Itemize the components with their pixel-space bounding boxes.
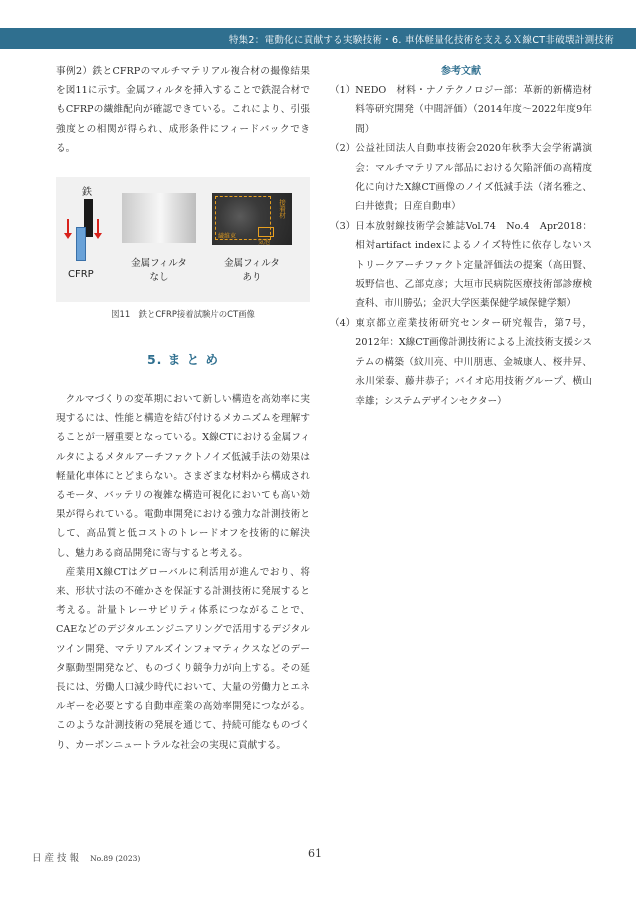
journal-issue: No.89 (2023)	[90, 854, 141, 863]
reference-item	[330, 217, 592, 314]
reference-text: 公益社団法人自動車技術会2020年秋季大会学術講演会：マルチマテリアル部品における欠陥評価の高精度化に向けたX線CT画像のノイズ低減手法（渚名雅之、臼井徳貴；日産自動車）	[355, 143, 592, 213]
reference-item	[330, 81, 592, 139]
label-fiber: 繊維束	[218, 233, 237, 241]
label-no-filter-1: 金属フィルタ	[131, 258, 187, 270]
summary-paragraph-1: クルマづくりの変革期において新しい構造を高効率に実現するには、性能と構造を結び付けるメカニズムを理解することが一層重要となっている。X線CTにおける金属フィルタによるメタルアーチファクトノイズ低減手法の効果は軽量化車体にとどまらない。さまざまな材料から構成されるモータ、バッテリの複雑な構造可視化においても高い効果が得られている。電動車開発における強力な計測技術として、高品質と低コストのトレードオフを技術的に解決し、魅力ある商品開発に寄与すると考える。	[56, 394, 310, 559]
reference-number: （1）	[330, 85, 356, 96]
cfrp-bar	[76, 227, 86, 261]
reference-item	[330, 139, 592, 217]
figure-11	[56, 177, 310, 302]
footer-journal	[32, 850, 140, 864]
right-column	[330, 62, 592, 411]
reference-text: 日本放射線技術学会雑誌Vol.74 No.4 Apr2018：相対artifact indexによるノイズ特性に依存しないストリークアーチファクト定量評価法の提案（高田賢、坂野信也、乙部克彦；大垣市民病院医療技術部診療検査科、市川勝弘；金沢大学医薬保健学域保健学類）	[355, 220, 592, 310]
figure-caption: 図11 鉄とCFRP接着試験片のCT画像	[111, 309, 255, 320]
void-outline	[258, 227, 274, 237]
label-iron: 鉄	[82, 187, 92, 199]
reference-number: （3）	[330, 220, 356, 232]
label-with-filter-1: 金属フィルタ	[224, 258, 280, 270]
journal-name: 日 産 技 報	[32, 853, 80, 864]
section-title: 5. ま と め	[146, 352, 219, 368]
header-title: 特集2：電動化に貢献する実験技術・6. 車体軽量化技術を支えるＸ線CT非破壊計測技術	[228, 35, 614, 46]
arrow-left-head	[64, 233, 72, 239]
left-column	[56, 62, 310, 755]
arrow-right-head	[94, 233, 102, 239]
intro-paragraph: 事例2）鉄とCFRPのマルチマテリアル複合材の撮像結果を図11に示す。金属フィルタを挿入することで鉄混合材でもCFRPの繊維配向が確認できている。これにより、引張強度との相関が得られ、成形条件にフィードバックできる。	[56, 66, 310, 154]
section-body	[56, 390, 310, 755]
label-no-filter-2: なし	[149, 272, 169, 284]
summary-paragraph-2: 産業用X線CTはグローバルに利活用が進んでおり、将来、形状寸法の不確かさを保証する計測技術に発展すると考える。計量トレーサビリティ体系につながることで、CAEなどのデジタルエンジニアリングで活用するデジタルツイン開発、マテリアルズインフォマティクスなどのデータ駆動型開発など、ものづくり競争力が向上する。その延長には、労働人口減少時代において、大量の労働力とエネルギーを必要とする自動車産業の高効率開発につながる。このような計測技術の発展を通じて、持続可能なものづくり、カーボンニュートラルな社会の実現に貢献する。	[56, 566, 310, 751]
label-void: 気泡	[258, 239, 271, 247]
reference-number: （4）	[330, 317, 356, 329]
page-number: 61	[308, 847, 322, 860]
label-adhesive: 接着材	[278, 199, 286, 219]
ct-image-with-filter	[212, 193, 292, 245]
ct-image-no-filter	[122, 193, 196, 243]
label-with-filter-2: あり	[242, 272, 262, 284]
reference-text: NEDO 材料・ナノテクノロジー部：革新的新構造材料等研究開発（中間評価）（2014年度～2022年度9年間）	[355, 85, 592, 135]
page-header	[0, 28, 636, 49]
references-title: 参考文献	[441, 66, 481, 77]
reference-item	[330, 314, 592, 411]
reference-text: 東京都立産業技術研究センター研究報告，第7号，2012年：X線CT画像計測技術による上流技術支援システムの構築（紋川亮、中川朋恵、金城康人、桜井昇、永川栄泰、藤井恭子；バイオ応用技術グループ、横山幸雄；システムデザインセクター）	[355, 317, 592, 407]
label-cfrp: CFRP	[68, 269, 94, 281]
reference-number: （2）	[330, 143, 356, 155]
